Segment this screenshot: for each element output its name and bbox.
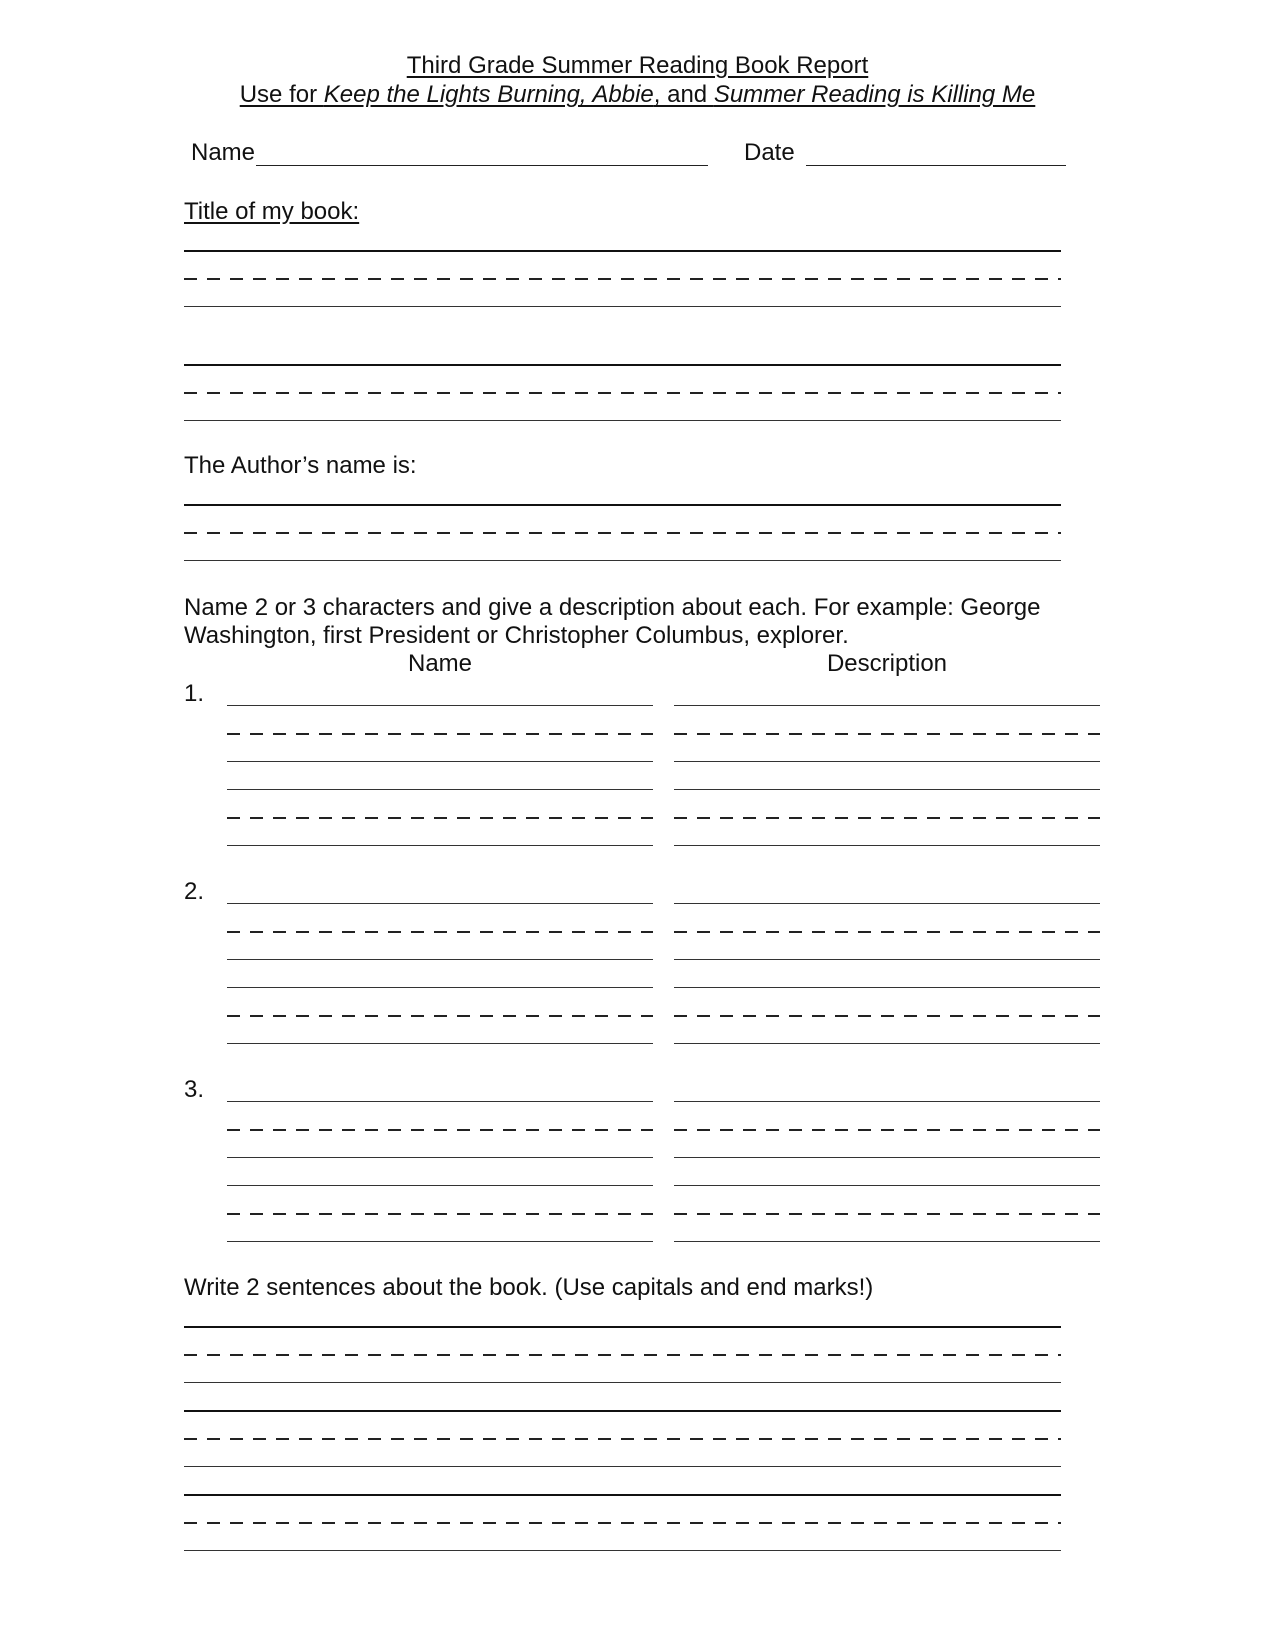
title-label: Title of my book: [184, 198, 360, 225]
writing-line [674, 1241, 1100, 1242]
writing-mid-line [227, 1129, 653, 1131]
writing-mid-line [674, 1213, 1100, 1215]
writing-mid-line [227, 733, 653, 735]
writing-top-line [184, 1494, 1061, 1496]
writing-line [227, 1157, 653, 1158]
author-label: The Author’s name is: [184, 452, 417, 479]
writing-top-line [184, 250, 1061, 252]
writing-line [674, 987, 1100, 988]
sentences-prompt: Write 2 sentences about the book. (Use capitals and end marks!) [184, 1274, 874, 1301]
writing-mid-line [184, 532, 1061, 534]
writing-line [674, 789, 1100, 790]
writing-mid-line [184, 1354, 1061, 1356]
writing-mid-line [227, 817, 653, 819]
writing-mid-line [674, 931, 1100, 933]
writing-line [227, 1241, 653, 1242]
writing-line [227, 705, 653, 706]
writing-mid-line [674, 1015, 1100, 1017]
writing-line [227, 1101, 653, 1102]
connector-text: , and [653, 81, 714, 108]
writing-mid-line [227, 1213, 653, 1215]
writing-line [674, 959, 1100, 960]
writing-mid-line [184, 1438, 1061, 1440]
writing-line [227, 987, 653, 988]
writing-base-line [184, 560, 1061, 561]
writing-line [227, 1043, 653, 1044]
writing-mid-line [227, 931, 653, 933]
writing-base-line [184, 1466, 1061, 1467]
date-label: Date [744, 139, 795, 166]
writing-mid-line [184, 392, 1061, 394]
writing-mid-line [674, 733, 1100, 735]
date-blank[interactable] [806, 165, 1066, 166]
writing-line [674, 845, 1100, 846]
characters-prompt-line1: Name 2 or 3 characters and give a description about each. For example: George [184, 594, 1041, 621]
writing-line [674, 903, 1100, 904]
writing-mid-line [674, 817, 1100, 819]
use-for-prefix: Use for [239, 81, 324, 108]
book-title-2: Summer Reading is Killing Me [713, 81, 1036, 108]
writing-line [227, 761, 653, 762]
writing-line [674, 1157, 1100, 1158]
writing-line [674, 705, 1100, 706]
writing-mid-line [184, 278, 1061, 280]
writing-base-line [184, 1382, 1061, 1383]
writing-top-line [184, 504, 1061, 506]
writing-mid-line [184, 1522, 1061, 1524]
writing-line [227, 845, 653, 846]
writing-top-line [184, 364, 1061, 366]
book-title-1: Keep the Lights Burning, Abbie [323, 81, 654, 108]
report-subtitle [0, 81, 1275, 109]
name-label: Name [191, 139, 256, 166]
writing-line [227, 1185, 653, 1186]
writing-line [674, 1101, 1100, 1102]
report-title-text: Third Grade Summer Reading Book Report [406, 52, 869, 79]
writing-base-line [184, 306, 1061, 307]
writing-line [674, 1185, 1100, 1186]
writing-line [227, 903, 653, 904]
writing-line [227, 789, 653, 790]
column-header-description: Description [826, 650, 948, 677]
characters-prompt-line2: Washington, first President or Christopher Columbus, explorer. [184, 622, 849, 649]
character-number-1: 1. [184, 680, 205, 707]
writing-mid-line [674, 1129, 1100, 1131]
report-title [0, 52, 1275, 80]
writing-base-line [184, 420, 1061, 421]
character-number-3: 3. [184, 1076, 205, 1103]
writing-mid-line [227, 1015, 653, 1017]
character-number-2: 2. [184, 878, 205, 905]
column-header-name: Name [407, 650, 473, 677]
writing-line [674, 1043, 1100, 1044]
writing-base-line [184, 1550, 1061, 1551]
writing-top-line [184, 1326, 1061, 1328]
name-blank[interactable] [256, 165, 708, 166]
writing-line [674, 761, 1100, 762]
writing-line [227, 959, 653, 960]
writing-top-line [184, 1410, 1061, 1412]
